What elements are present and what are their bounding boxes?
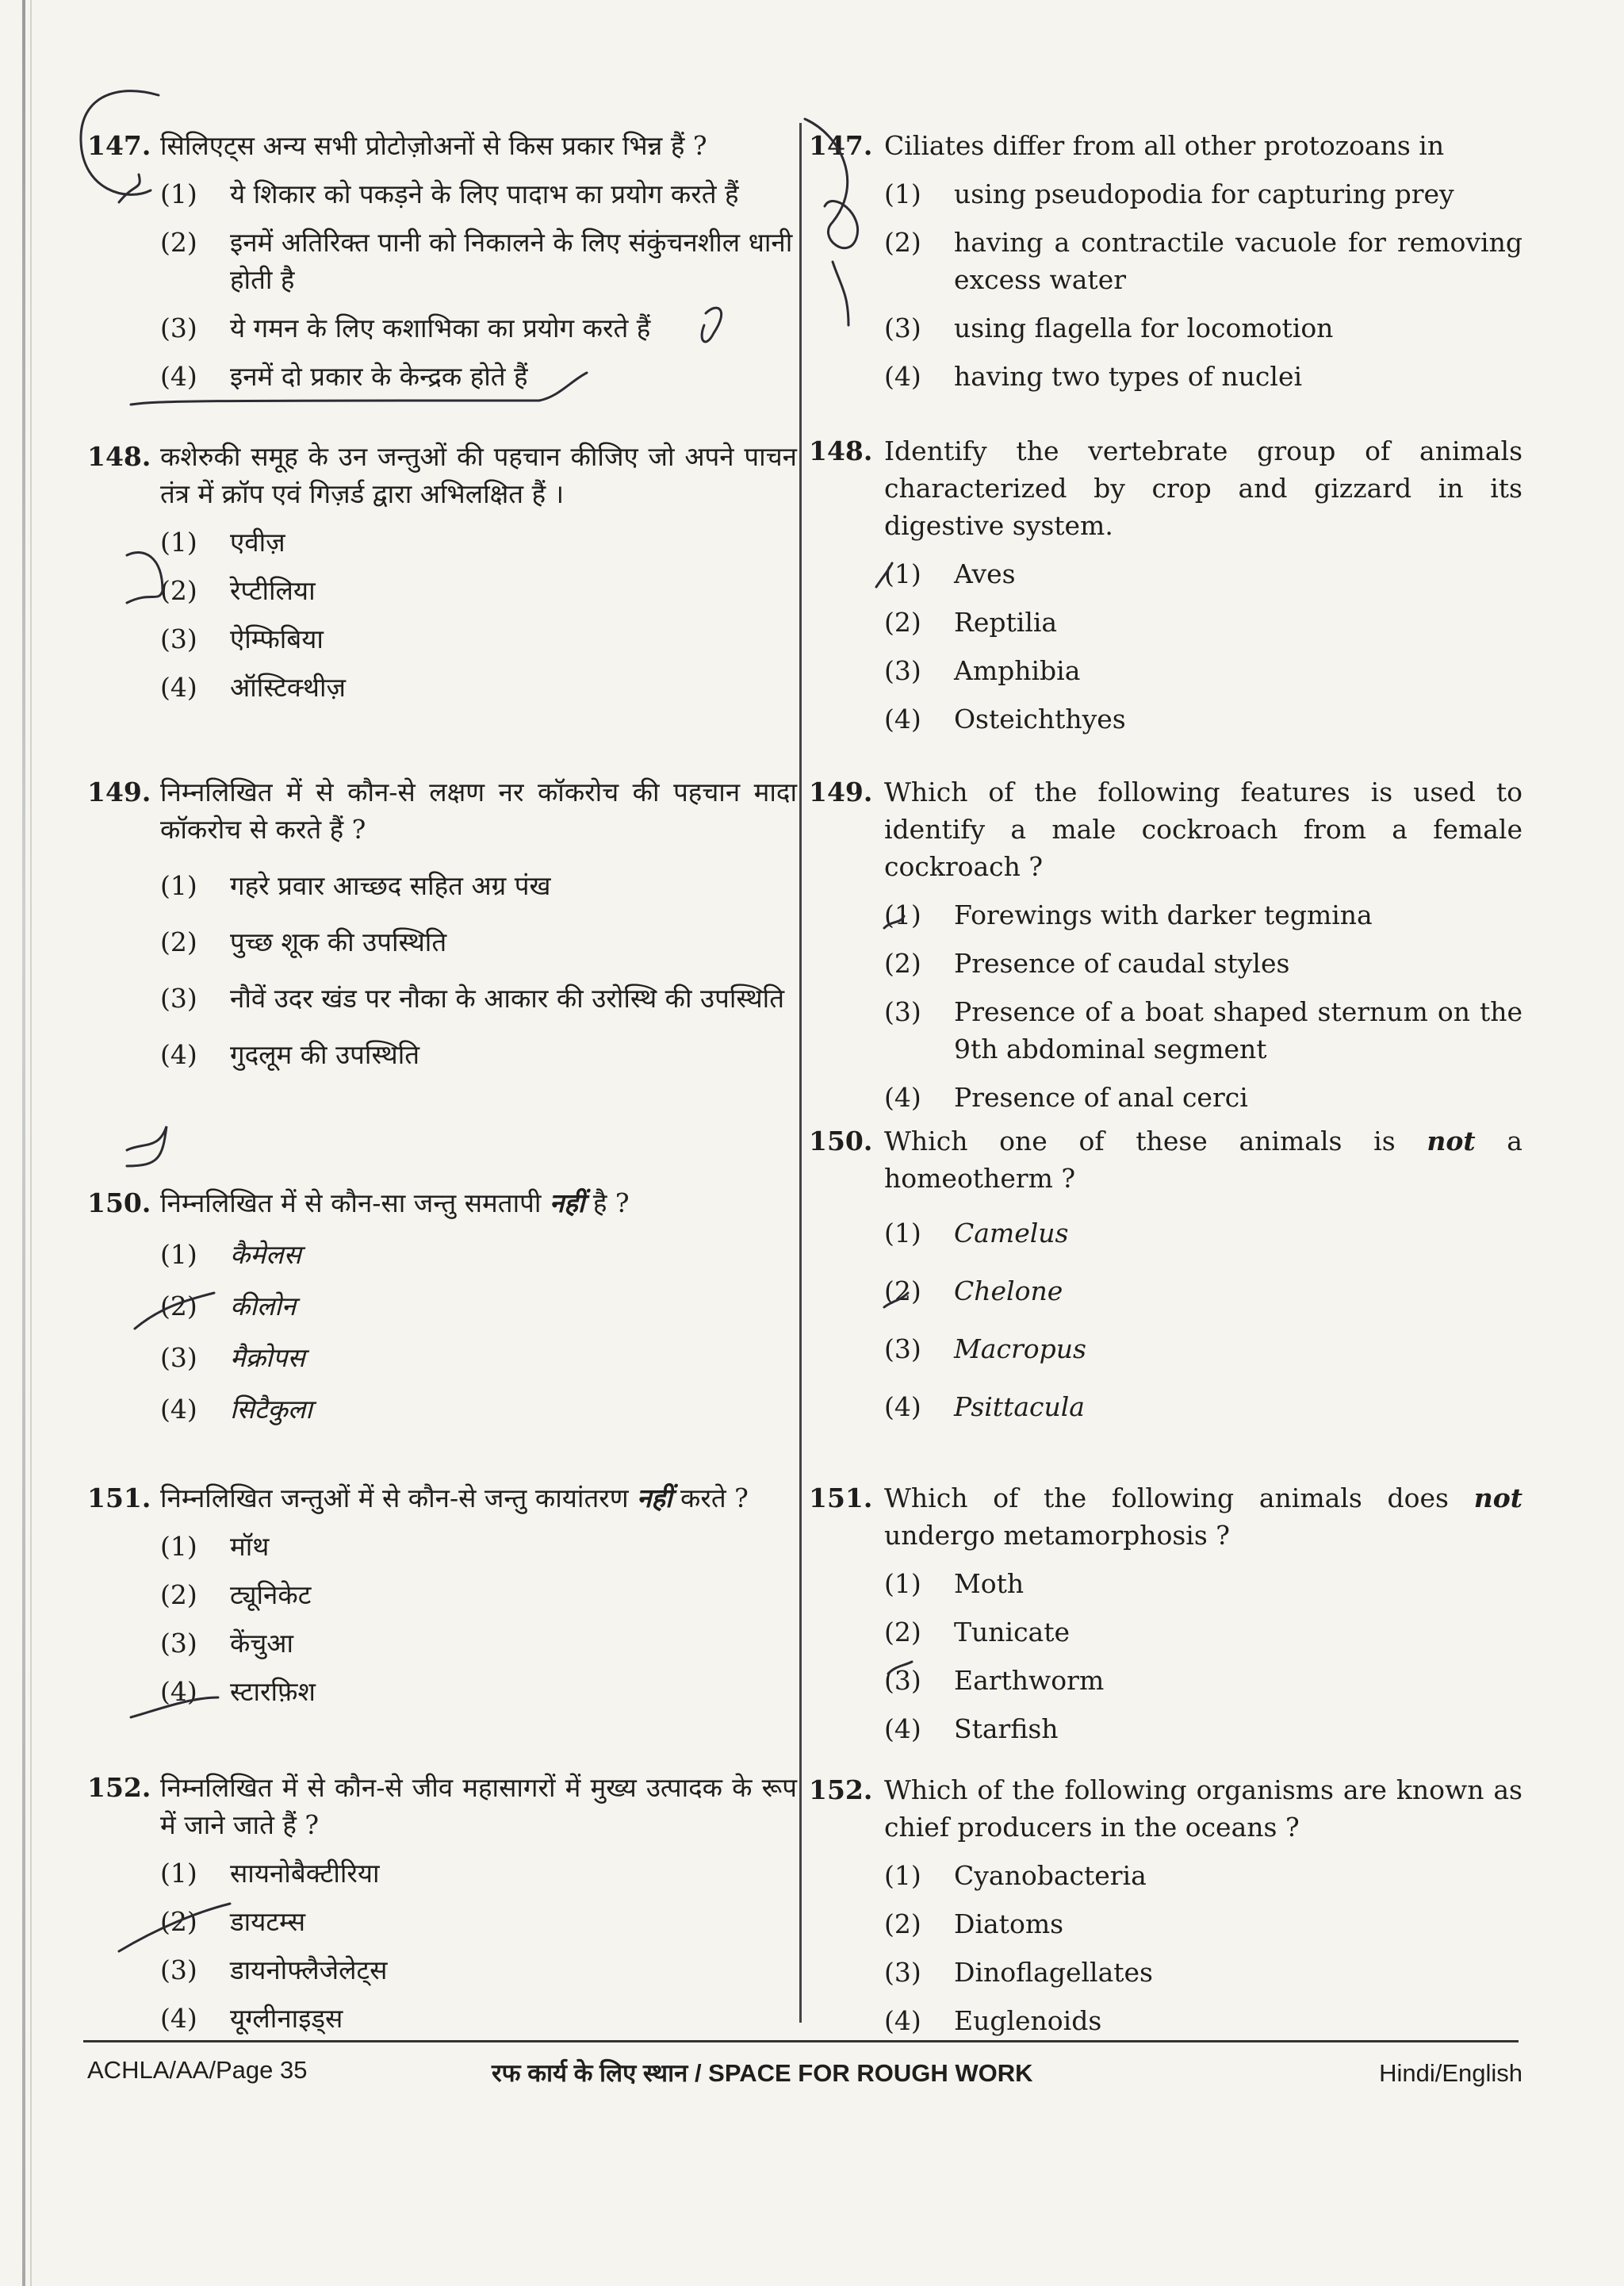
option-3 xyxy=(809,1954,1522,1991)
option-number: (2) xyxy=(160,1291,197,1321)
option-text: having a contractile vacuole for removing excess water xyxy=(954,227,1522,295)
question-150-hindi xyxy=(87,1184,797,1428)
option-number: (1) xyxy=(160,870,197,901)
option-number: (3) xyxy=(160,1342,197,1373)
option-number: (1) xyxy=(160,1858,197,1889)
option-text: having two types of nuclei xyxy=(954,361,1303,392)
option-number: (1) xyxy=(884,1218,921,1248)
option-2 xyxy=(87,1287,797,1325)
question-text: सिलिएट्स अन्य सभी प्रोटोज़ोअनों से किस प्रकार भिन्न हैं ? xyxy=(160,130,707,161)
option-number: (3) xyxy=(160,623,197,654)
option-number: (2) xyxy=(160,575,197,606)
option-text: Moth xyxy=(954,1568,1025,1599)
option-number: (3) xyxy=(160,1628,197,1659)
option-number: (2) xyxy=(160,1906,197,1937)
option-number: (1) xyxy=(884,558,921,589)
option-text: Reptilia xyxy=(954,607,1058,638)
option-text: Tunicate xyxy=(954,1617,1071,1647)
option-text: Macropus xyxy=(954,1333,1086,1364)
emphasis-not: नहीं xyxy=(549,1187,585,1218)
option-4 xyxy=(87,1390,797,1428)
question-text-end: है ? xyxy=(592,1187,630,1218)
option-2 xyxy=(87,1903,797,1940)
option-number: (2) xyxy=(884,227,921,258)
question-text: Which of the following features is used to identify a male cockroach from a female cockroach ? xyxy=(884,777,1522,882)
question-number: 147. xyxy=(87,130,151,161)
option-number: (2) xyxy=(884,948,921,979)
option-number: (3) xyxy=(884,1957,921,1988)
option-text: Earthworm xyxy=(954,1665,1105,1696)
question-number: 147. xyxy=(809,130,873,161)
option-4 xyxy=(809,1710,1522,1747)
question-number: 151. xyxy=(87,1482,151,1513)
option-number: (2) xyxy=(160,1579,197,1610)
question-text: Which of the following organisms are known as chief producers in the oceans ? xyxy=(884,1774,1522,1843)
option-3 xyxy=(809,309,1522,347)
option-text: Presence of anal cerci xyxy=(954,1082,1248,1113)
option-number: (4) xyxy=(884,2005,921,2036)
option-1 xyxy=(809,1565,1522,1602)
option-number: (4) xyxy=(884,1713,921,1744)
option-4 xyxy=(809,700,1522,738)
question-text: निम्नलिखित में से कौन-से जीव महासागरों में मुख्य उत्पादक के रूप में जाने जाते हैं ? xyxy=(160,1772,797,1840)
option-number: (2) xyxy=(160,926,197,957)
rough-work-label: रफ कार्य के लिए स्थान / SPACE FOR ROUGH WORK xyxy=(492,2059,1033,2087)
question-number: 149. xyxy=(809,777,873,807)
option-number: (3) xyxy=(884,1333,921,1364)
emphasis-not: not xyxy=(1473,1482,1522,1513)
option-2 xyxy=(87,923,797,961)
option-text: Aves xyxy=(954,558,1016,589)
question-149-english xyxy=(809,773,1522,1116)
option-text: using flagella for locomotion xyxy=(954,313,1334,343)
question-text: Ciliates differ from all other protozoans in xyxy=(884,130,1445,161)
option-text: Camelus xyxy=(954,1218,1069,1248)
option-text: Presence of a boat shaped sternum on the 9th abdominal segment xyxy=(954,996,1522,1064)
option-1 xyxy=(87,1528,797,1565)
question-number: 152. xyxy=(87,1772,151,1803)
option-number: (1) xyxy=(884,899,921,930)
question-number: 149. xyxy=(87,777,151,807)
option-number: (4) xyxy=(160,672,197,703)
option-text: Cyanobacteria xyxy=(954,1860,1147,1891)
option-number: (1) xyxy=(160,1531,197,1562)
question-152-hindi xyxy=(87,1769,797,2037)
option-number: (1) xyxy=(160,527,197,558)
option-text: यूग्लीनाइड्स xyxy=(230,2003,343,2034)
option-number: (3) xyxy=(884,1665,921,1696)
page-footer xyxy=(87,2056,1522,2096)
option-text: Starfish xyxy=(954,1713,1059,1744)
footer-rule xyxy=(83,2040,1519,2042)
option-number: (3) xyxy=(884,313,921,343)
option-text: नौवें उदर खंड पर नौका के आकार की उरोस्थि की उपस्थिति xyxy=(230,983,785,1014)
option-text: एवीज़ xyxy=(230,527,285,558)
option-text: गहरे प्रवार आच्छद सहित अग्र पंख xyxy=(230,870,551,901)
option-text: सिटैकुला xyxy=(230,1394,312,1425)
option-text: Euglenoids xyxy=(954,2005,1102,2036)
option-2 xyxy=(809,1613,1522,1651)
option-text: Presence of caudal styles xyxy=(954,948,1290,979)
option-4 xyxy=(87,1673,797,1710)
emphasis-not: नहीं xyxy=(637,1482,672,1513)
option-3 xyxy=(87,620,797,658)
option-text: मैक्रोपस xyxy=(230,1342,305,1373)
option-4 xyxy=(87,669,797,706)
option-1 xyxy=(809,555,1522,593)
option-3 xyxy=(809,1662,1522,1699)
option-text: पुच्छ शूक की उपस्थिति xyxy=(230,926,447,957)
option-number: (2) xyxy=(160,227,197,258)
question-text: निम्नलिखित में से कौन-सा जन्तु समतापी xyxy=(160,1187,542,1218)
option-number: (3) xyxy=(160,313,197,343)
option-2 xyxy=(809,945,1522,982)
option-number: (3) xyxy=(884,655,921,686)
question-text: Which one of these animals is xyxy=(884,1126,1396,1156)
option-text: Forewings with darker tegmina xyxy=(954,899,1373,930)
option-text: डायनोफ्लैजेलेट्स xyxy=(230,1954,388,1985)
option-2 xyxy=(809,604,1522,641)
option-text: इनमें अतिरिक्त पानी को निकालने के लिए संकुंचनशील धानी होती है xyxy=(230,227,793,295)
option-1 xyxy=(809,175,1522,213)
option-4 xyxy=(809,358,1522,395)
question-148-english xyxy=(809,432,1522,738)
option-number: (4) xyxy=(160,1676,197,1707)
option-2 xyxy=(809,1905,1522,1943)
question-number: 148. xyxy=(87,441,151,472)
option-text: गुदलूम की उपस्थिति xyxy=(230,1039,420,1070)
option-number: (4) xyxy=(884,704,921,735)
question-147-english xyxy=(809,127,1522,395)
question-text: Which of the following animals does xyxy=(884,1482,1449,1513)
scan-edge-secondary xyxy=(30,0,32,2286)
option-number: (4) xyxy=(160,361,197,392)
question-text: निम्नलिखित जन्तुओं में से कौन-से जन्तु कायांतरण xyxy=(160,1482,629,1513)
option-text: ट्यूनिकेट xyxy=(230,1579,312,1610)
tick-mark-149 xyxy=(127,1126,167,1166)
option-4 xyxy=(87,358,797,395)
question-text: कशेरुकी समूह के उन जन्तुओं की पहचान कीजिए जो अपने पाचन तंत्र में क्रॉप एवं गिज़र्ड द्वारा अभिलक्षित हैं । xyxy=(160,441,797,509)
option-text: Chelone xyxy=(954,1275,1063,1306)
question-text: निम्नलिखित में से कौन-से लक्षण नर कॉकरोच की पहचान मादा कॉकरोच से करते हैं ? xyxy=(160,777,797,845)
option-3 xyxy=(87,1339,797,1376)
option-text: Diatoms xyxy=(954,1908,1064,1939)
option-1 xyxy=(87,1854,797,1892)
question-number: 151. xyxy=(809,1482,873,1513)
option-number: (2) xyxy=(884,1908,921,1939)
option-text: स्टारफ़िश xyxy=(230,1676,316,1707)
option-number: (3) xyxy=(160,1954,197,1985)
option-text: using pseudopodia for capturing prey xyxy=(954,178,1454,209)
option-number: (2) xyxy=(884,607,921,638)
option-1 xyxy=(809,896,1522,934)
option-3 xyxy=(809,993,1522,1068)
page-code: ACHLA/AA/Page 35 xyxy=(87,2056,308,2084)
option-4 xyxy=(809,1388,1522,1425)
column-divider xyxy=(799,123,802,2023)
option-text: सायनोबैक्टीरिया xyxy=(230,1858,380,1889)
option-3 xyxy=(809,652,1522,689)
option-text: ऐम्फिबिया xyxy=(230,623,324,654)
question-151-english xyxy=(809,1479,1522,1747)
option-number: (1) xyxy=(884,1860,921,1891)
question-number: 148. xyxy=(809,435,873,466)
option-number: (3) xyxy=(160,983,197,1014)
option-3 xyxy=(87,1951,797,1989)
option-1 xyxy=(87,524,797,561)
question-text-end: a homeotherm ? xyxy=(884,1126,1522,1194)
option-text: केंचुआ xyxy=(230,1628,294,1659)
option-text: Osteichthyes xyxy=(954,704,1126,735)
option-1 xyxy=(809,1857,1522,1894)
option-text: कैमेलस xyxy=(230,1239,301,1270)
option-2 xyxy=(87,1576,797,1613)
option-text: इनमें दो प्रकार के केन्द्रक होते हैं xyxy=(230,361,528,392)
question-149-hindi xyxy=(87,773,797,1073)
option-number: (1) xyxy=(884,178,921,209)
option-number: (1) xyxy=(160,1239,197,1270)
option-4 xyxy=(809,1079,1522,1116)
question-148-hindi xyxy=(87,438,797,706)
question-text-end: करते ? xyxy=(680,1482,749,1513)
option-text: Dinoflagellates xyxy=(954,1957,1153,1988)
question-number: 152. xyxy=(809,1774,873,1805)
option-4 xyxy=(87,1036,797,1073)
option-2 xyxy=(809,1272,1522,1310)
option-text: कीलोन xyxy=(230,1291,297,1321)
option-number: (4) xyxy=(160,2003,197,2034)
option-1 xyxy=(87,867,797,904)
option-3 xyxy=(87,309,797,347)
option-text: Psittacula xyxy=(954,1391,1085,1422)
option-text: डायटम्स xyxy=(230,1906,306,1937)
option-text: ऑस्टिक्थीज़ xyxy=(230,672,346,703)
option-number: (4) xyxy=(884,361,921,392)
option-3 xyxy=(87,1624,797,1662)
option-1 xyxy=(809,1214,1522,1252)
option-text: ये शिकार को पकड़ने के लिए पादाभ का प्रयोग करते हैं xyxy=(230,178,739,209)
option-number: (1) xyxy=(884,1568,921,1599)
option-number: (4) xyxy=(884,1391,921,1422)
option-1 xyxy=(87,1236,797,1273)
option-4 xyxy=(809,2002,1522,2039)
option-text: Amphibia xyxy=(954,655,1081,686)
option-text: ये गमन के लिए कशाभिका का प्रयोग करते हैं xyxy=(230,313,651,343)
option-number: (2) xyxy=(884,1275,921,1306)
option-4 xyxy=(87,2000,797,2037)
option-number: (3) xyxy=(884,996,921,1027)
option-number: (2) xyxy=(884,1617,921,1647)
question-text-end: undergo metamorphosis ? xyxy=(884,1520,1230,1551)
option-number: (4) xyxy=(884,1082,921,1113)
option-number: (4) xyxy=(160,1394,197,1425)
option-number: (1) xyxy=(160,178,197,209)
option-text: रेप्टीलिया xyxy=(230,575,316,606)
language-label: Hindi/English xyxy=(1379,2059,1522,2087)
question-151-hindi xyxy=(87,1479,797,1710)
option-2 xyxy=(87,572,797,609)
option-number: (4) xyxy=(160,1039,197,1070)
question-147-hindi xyxy=(87,127,797,395)
option-3 xyxy=(87,980,797,1017)
question-number: 150. xyxy=(809,1126,873,1156)
question-152-english xyxy=(809,1771,1522,2039)
question-number: 150. xyxy=(87,1187,151,1218)
option-text: मॉथ xyxy=(230,1531,270,1562)
scan-edge xyxy=(22,0,25,2286)
option-3 xyxy=(809,1330,1522,1367)
question-150-english xyxy=(809,1122,1522,1425)
option-2 xyxy=(809,224,1522,298)
emphasis-not: not xyxy=(1427,1126,1476,1156)
option-1 xyxy=(87,175,797,213)
question-text: Identify the vertebrate group of animals characterized by crop and gizzard in its digestive system. xyxy=(884,435,1522,541)
option-2 xyxy=(87,224,797,298)
